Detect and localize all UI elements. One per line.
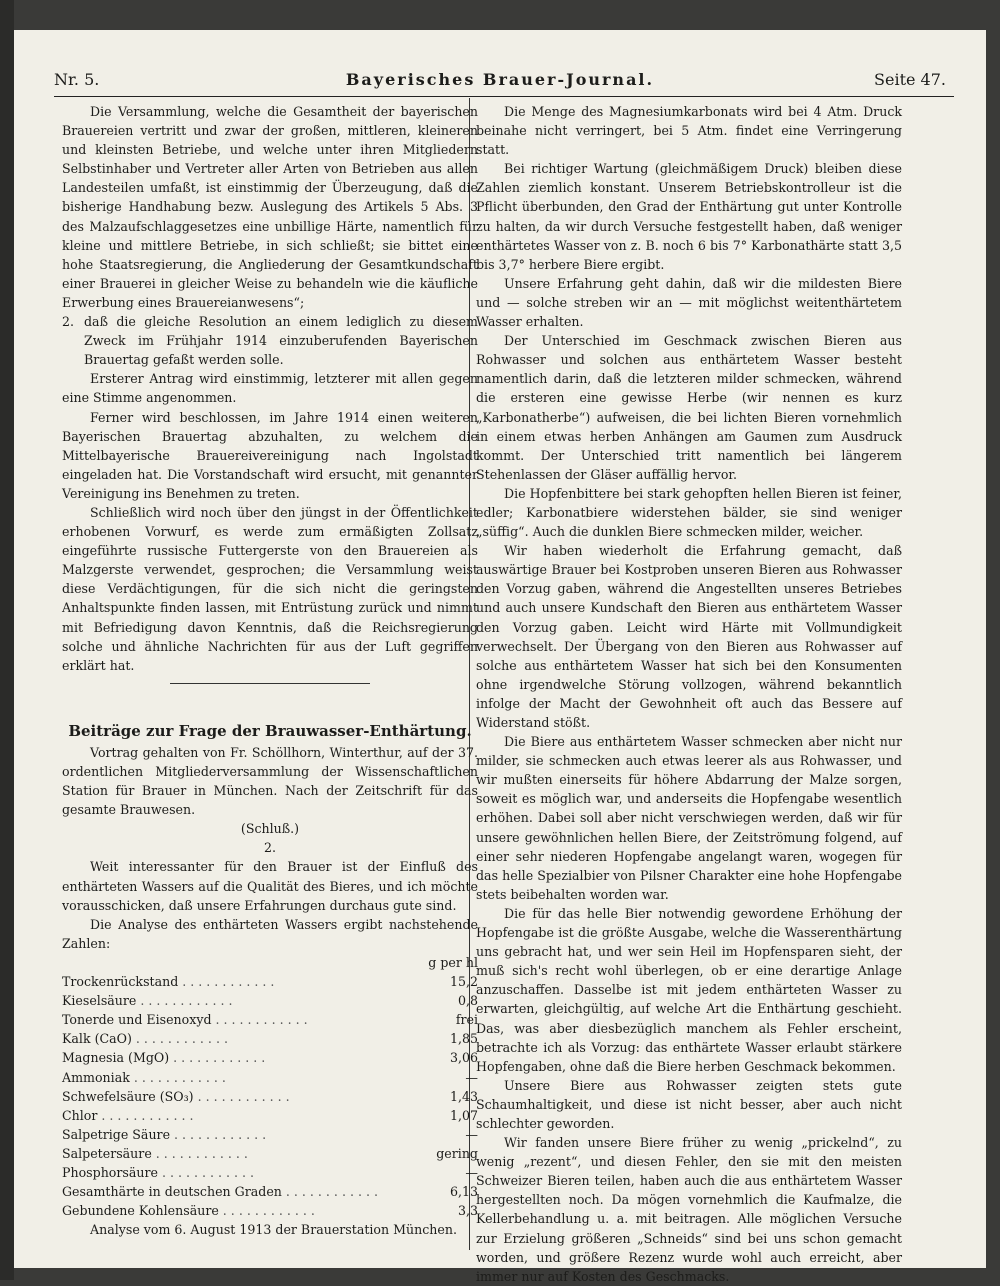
analysis-substance: Ammoniak . . .: [62, 1068, 418, 1087]
paragraph: Die Analyse des enthärteten Wassers ergibt nachstehende Zahlen:: [62, 916, 478, 951]
analysis-row: [62, 1182, 478, 1201]
page-number: Seite 47.: [874, 70, 946, 89]
resolution-item-2: [62, 312, 478, 369]
paragraph: Ferner wird beschlossen, im Jahre 1914 einen weiteren Bayerischen Brauertag abzuhalten, zu welchem die Mittelbayerische Brauereivereinigung nach Ingolstadt eingeladen hat. Die Vorstandschaft wird ersucht, mit genannter Vereinigung ins Benehmen zu treten.: [62, 409, 478, 501]
analysis-value: 3,06: [449, 1050, 478, 1066]
paragraph: Die Menge des Magnesiumkarbonats wird bei 4 Atm. Druck beinahe nicht verringert, bei 5 Atm. findet eine Verringerung statt.: [476, 104, 902, 158]
analysis-substance: Kieselsäure . . .: [62, 991, 418, 1010]
conclusion-marker: (Schluß.): [240, 821, 300, 837]
analysis-substance: Kalk (CaO) . . .: [62, 1029, 418, 1048]
analysis-row: [62, 1106, 478, 1125]
right-column: [476, 102, 902, 1286]
paragraph: Bei richtiger Wartung (gleichmäßigem Druck) bleiben diese Zahlen ziemlich konstant. Unserem Betriebskontrolleur ist die Pflicht überbunden, den Grad der Enthärtung gut unter Kontrolle zu halten, da wir durch Versuche festgestellt haben, daß weniger enthärtetes Wasser von z. B. noch 6 bis 7° Karbonathärte statt 3,5 bis 3,7° herbere Biere ergibt.: [476, 161, 902, 272]
analysis-substance: Schwefelsäure (SO₃) . . .: [62, 1087, 418, 1106]
page-header: [54, 70, 946, 96]
page-edge: [0, 0, 14, 1280]
analysis-substance: Gesamthärte in deutschen Graden . . .: [62, 1182, 418, 1201]
analysis-value: 1,07: [449, 1107, 478, 1123]
analysis-value: 3,3: [457, 1203, 478, 1219]
article-title: Beiträge zur Frage der Brauwasser-Enthärtung.: [68, 721, 472, 740]
analysis-table: [62, 953, 478, 1220]
analysis-value: 1,85: [449, 1031, 478, 1047]
analysis-row: [62, 1029, 478, 1048]
analysis-substance: Gebundene Kohlensäure . . .: [62, 1201, 418, 1220]
analysis-substance: Tonerde und Eisenoxyd . . .: [62, 1010, 418, 1029]
analysis-value: frei: [455, 1012, 478, 1028]
analysis-substance: Salpetersäure . . .: [62, 1144, 418, 1163]
header-rule: [54, 96, 954, 97]
paragraph: Weit interessanter für den Brauer ist der Einfluß des enthärteten Wassers auf die Qualität des Bieres, und ich möchte vorausschicken, daß unsere Erfahrungen durchaus gute sind.: [62, 859, 478, 913]
section-divider: [170, 683, 370, 684]
analysis-row: [62, 1201, 478, 1220]
analysis-value: 0,8: [457, 993, 478, 1009]
article-subtitle: Vortrag gehalten von Fr. Schöllhorn, Winterthur, auf der 37. ordentlichen Mitgliederversammlung der Wissenschaftlichen Station für Brauer in München. Nach der Zeitschrift für das gesamte Brauwesen.: [62, 744, 478, 818]
analysis-row: [62, 991, 478, 1010]
analysis-row: [62, 1163, 478, 1182]
analysis-value: gering: [436, 1145, 478, 1161]
unit-header: g per hl: [428, 954, 478, 970]
section-number: 2.: [263, 840, 277, 856]
analysis-value: —: [465, 1164, 478, 1180]
paragraph: Unsere Biere aus Rohwasser zeigten stets gute Schaumhaltigkeit, und diese ist nicht besser, aber auch nicht schlechter geworden.: [476, 1077, 902, 1131]
analysis-row: [62, 972, 478, 991]
paragraph: Die Biere aus enthärtetem Wasser schmecken aber nicht nur milder, sie schmecken auch etwas leerer als aus Rohwasser, und wir mußten einerseits für höhere Abdarrung der Malze sorgen, soweit es möglich war, und anderseits die Hopfengabe wesentlich erhöhen. Dabei soll aber nicht verschwiegen werden, daß wir für unsere gewöhnlichen hellen Biere, der Zeitströmung folgend, auf einer sehr niederen Hopfengabe angelangt waren, wogegen für das helle Spezialbier von Pilsner Charakter eine hohe Hopfengabe stets beibehalten worden war.: [476, 734, 902, 902]
analysis-substance: Salpetrige Säure . . .: [62, 1125, 418, 1144]
paragraph: Unsere Erfahrung geht dahin, daß wir die mildesten Biere und — solche streben wir an — mit möglichst weitenthärtetem Wasser erhalten.: [476, 275, 902, 330]
analysis-substance: Trockenrückstand . . .: [62, 972, 418, 991]
analysis-substance: Chlor . . .: [62, 1106, 418, 1125]
newspaper-page: [14, 30, 986, 1284]
analysis-row: [62, 1087, 478, 1106]
item-number: 2.: [62, 314, 75, 330]
left-column: [62, 102, 478, 1239]
analysis-value: 6,13: [449, 1184, 478, 1200]
analysis-note: Analyse vom 6. August 1913 der Brauerstation München.: [90, 1222, 457, 1238]
paragraph: Wir fanden unsere Biere früher zu wenig „prickelnd“, zu wenig „rezent“, und diesen Fehler, den sie mit den meisten Schweizer Bieren teilen, haben auch die aus enthärtetem Wasser hergestellten noch. Da mögen vornehmlich die Kaufmalze, die Kellerbehandlung u. a. mit beitragen. Alle möglichen Versuche zur Erzielung größeren „Schneids“ sind bei uns schon gemacht worden, und größere Rezenz wurde wohl auch erreicht, aber immer nur auf Kosten des Geschmacks.: [476, 1135, 902, 1284]
item-text: daß die gleiche Resolution an einem lediglich zu diesem Zweck im Frühjahr 1914 einzuberufenden Bayerischen Brauertag gefaßt werden solle.: [84, 314, 478, 368]
paragraph: Schließlich wird noch über den jüngst in der Öffentlichkeit erhobenen Vorwurf, es werde zum ermäßigten Zollsatz eingeführte russische Futtergerste von den Brauereien als Malzgerste verwendet, gesprochen; die Versammlung weist diese Verdächtigungen, für die sich nicht die geringsten Anhaltspunkte finden lassen, mit Entrüstung zurück und nimmt mit Befriedigung davon Kenntnis, daß die Reichsregierung solche und ähnliche Nachrichten für aus der Luft gegriffen erklärt hat.: [62, 504, 478, 673]
analysis-value: —: [465, 1069, 478, 1085]
analysis-row: [62, 1125, 478, 1144]
paragraph: Die für das helle Bier notwendig gewordene Erhöhung der Hopfengabe ist die größte Ausgabe, welche die Wasserenthärtung uns gebracht hat, und wer sein Heil im Hopfensparen sieht, der muß sich's recht wohl überlegen, ob er eine derartige Anlage anzuschaffen. Dasselbe ist mit jedem enthärteten Wasser zu erwarten, gleichgültig, auf welche Art die Enthärtung geschieht. Das, was aber diesbezüglich manchem als Fehler erscheint, betrachte ich als Vorzug: das enthärtete Wasser erlaubt stärkere Hopfengaben, ohne daß die Biere herben Geschmack bekommen.: [476, 905, 902, 1074]
journal-title: Bayerisches Brauer-Journal.: [345, 70, 655, 89]
analysis-row: [62, 1010, 478, 1029]
analysis-value: —: [465, 1126, 478, 1142]
analysis-row: [62, 1068, 478, 1087]
analysis-row: [62, 1144, 478, 1163]
paragraph: Wir haben wiederholt die Erfahrung gemacht, daß auswärtige Brauer bei Kostproben unseren Bieren aus Rohwasser den Vorzug gaben, während die Angestellten unseres Betriebes und auch unsere Kundschaft den Bieren aus enthärtetem Wasser den Vorzug gaben. Leicht wird Härte mit Vollmundigkeit verwechselt. Der Übergang von den Bieren aus Rohwasser auf solche aus enthärtetem Wasser hat sich bei den Konsumenten ohne irgendwelche Störung vollzogen, während bekanntlich infolge der Macht der Gewohnheit oft auch das Bessere auf Widerstand stößt.: [476, 543, 902, 730]
analysis-value: 1,43: [449, 1088, 478, 1104]
paragraph: Die Hopfenbittere bei stark gehopften hellen Bieren ist feiner, edler; Karbonatbiere widerstehen bälder, sie sind weniger „süffig“. Auch die dunklen Biere schmecken milder, weicher.: [476, 485, 902, 540]
issue-number: Nr. 5.: [54, 70, 100, 89]
analysis-value: 15,2: [449, 974, 478, 990]
analysis-substance: Magnesia (MgO) . . .: [62, 1048, 418, 1067]
analysis-row: [62, 1048, 478, 1067]
analysis-substance: Phosphorsäure . . .: [62, 1163, 418, 1182]
paragraph: Ersterer Antrag wird einstimmig, letzterer mit allen gegen eine Stimme angenommen.: [62, 371, 478, 406]
paragraph: Der Unterschied im Geschmack zwischen Bieren aus Rohwasser und solchen aus enthärtetem Wasser besteht namentlich darin, daß die letzteren milder schmecken, während die ersteren eine gewisse Herbe (wir nennen es kurz „Karbonatherbe“) aufweisen, die bei lichten Bieren vornehmlich in einem etwas herben Anhängen am Gaumen zum Ausdruck kommt. Der Unterschied tritt namentlich bei längerem Stehenlassen der Gläser auffällig hervor.: [476, 333, 902, 482]
resolution-text: Die Versammlung, welche die Gesamtheit der bayerischen Brauereien vertritt und zwar der großen, mittleren, kleineren und kleinsten Betriebe, und welche unter ihren Mitgliedern Selbstinhaber und Vertreter aller Arten von Betrieben aus allen Landesteilen umfaßt, ist einstimmig der Überzeugung, daß die bisherige Handhabung bezw. Auslegung des Artikels 5 Abs. 3 des Malzaufschlaggesetzes eine unbillige Härte, namentlich für kleine und mittlere Betriebe, in sich schließt; sie bittet eine hohe Staatsregierung, die Angliederung der Gesamtkundschaft einer Brauerei in gleicher Weise zu behandeln wie die käufliche Erwerbung eines Brauereianwesens“;: [62, 104, 478, 310]
